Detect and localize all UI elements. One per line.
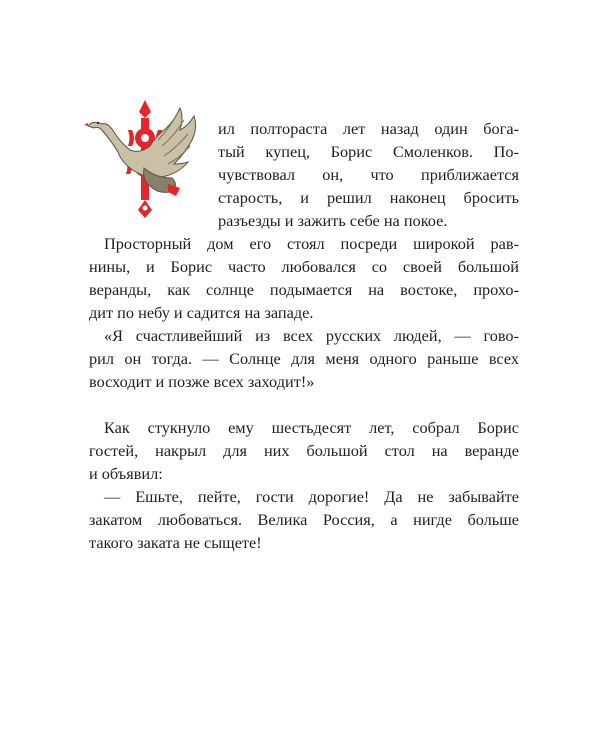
text-line: и объявил: bbox=[89, 464, 163, 483]
text-line: гостей, накрыл для них большой стол на веранде bbox=[89, 441, 519, 460]
text-line: такого заката не сыщете! bbox=[89, 533, 262, 552]
text-line: — Ешьте, пейте, гости дорогие! Да не забывайте bbox=[104, 487, 519, 506]
text-line: веранды, как солнце подымается на востоке, прохо- bbox=[89, 280, 519, 299]
text-line: тый купец, Борис Смоленков. По- bbox=[218, 142, 519, 161]
text-line: нины, и Борис часто любовался со своей большой bbox=[89, 257, 519, 276]
text-line: Просторный дом его стоял посреди широкой рав- bbox=[104, 234, 519, 253]
text-line: «Я счастливейший из всех русских людей, — гово- bbox=[104, 326, 519, 345]
text-line: старость, и решил наконец бросить bbox=[218, 188, 519, 207]
text-line: рил он тогда. — Солнце для меня одного раньше всех bbox=[89, 349, 519, 368]
text-line: дит по небу и садится на западе. bbox=[89, 303, 314, 322]
text-line: Как стукнуло ему шестьдесят лет, собрал Борис bbox=[104, 418, 519, 437]
text-line: чувствовал он, что приближается bbox=[218, 165, 519, 184]
text-line: восходит и позже всех заходит!» bbox=[89, 372, 315, 391]
text-line: разъезды и зажить себе на покое. bbox=[218, 211, 448, 230]
text-line: ил полтораста лет назад один бога- bbox=[218, 119, 519, 138]
swan-drop-cap-icon bbox=[84, 100, 210, 218]
text-line: закатом любоваться. Велика Россия, а нигде больше bbox=[89, 510, 519, 529]
drop-cap-initial bbox=[84, 100, 210, 218]
